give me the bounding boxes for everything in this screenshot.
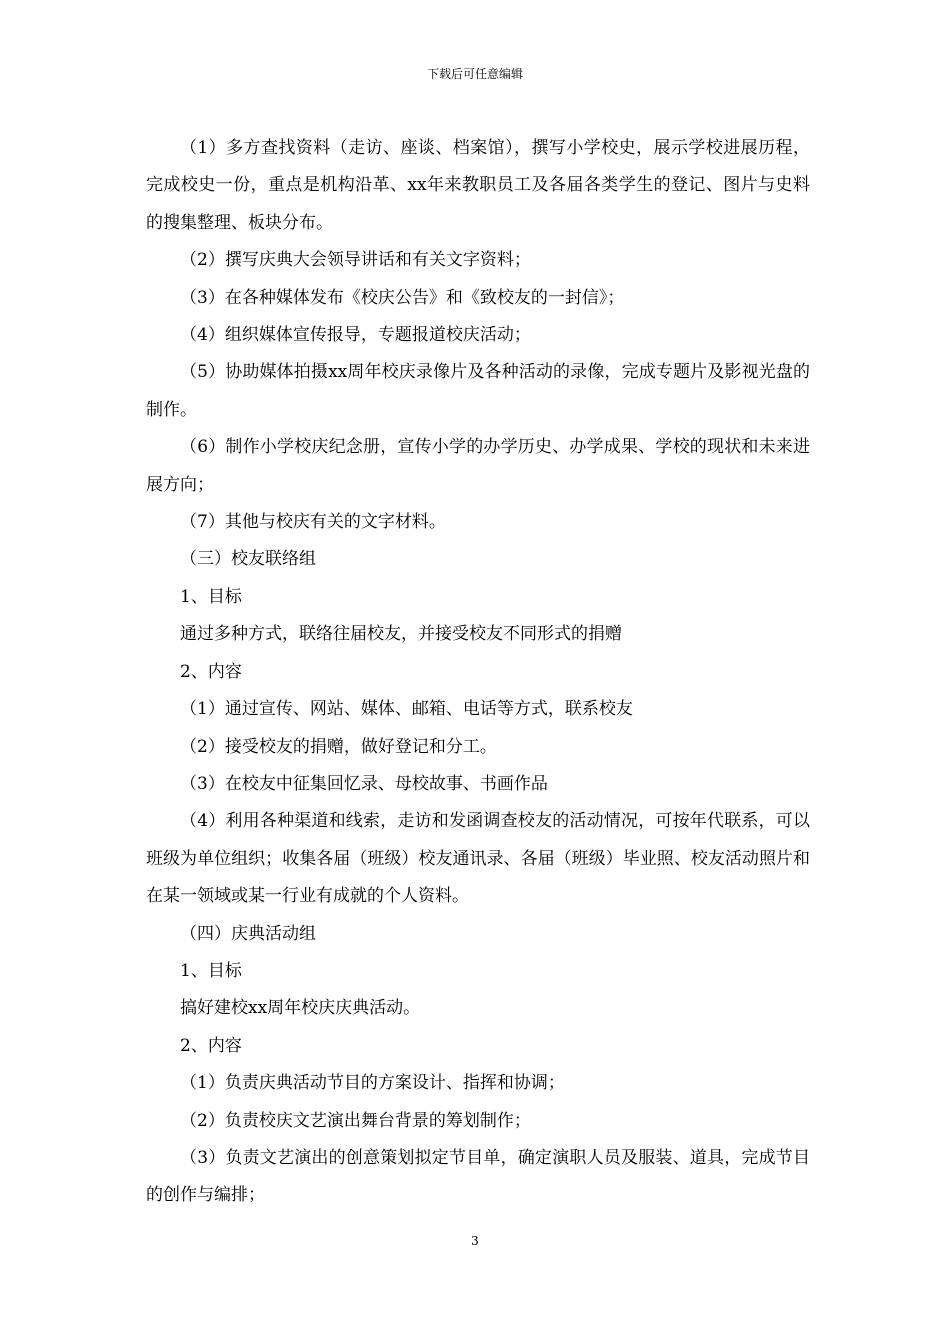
paragraph-13: （2）负责校庆文艺演出舞台背景的筹划制作； [180, 1110, 531, 1131]
subheading-content: 2、内容 [180, 661, 242, 682]
paragraph-2: （2）撰写庆典大会领导讲话和有关文字资料； [180, 250, 531, 271]
paragraph-5: （5）协助媒体拍摄xx周年校庆录像片及各种活动的录像，完成专题片及影视光盘的制作。 [146, 362, 810, 420]
paragraph-8: （1）通过宣传、网站、媒体、邮箱、电话等方式，联系校友 [180, 699, 633, 720]
paragraph-10: （3）在校友中征集回忆录、母校故事、书画作品 [180, 773, 548, 794]
paragraph-goal-text-2: 搞好建校xx周年校庆庆典活动。 [180, 998, 421, 1019]
paragraph-9: （2）接受校友的捐赠，做好登记和分工。 [180, 736, 497, 757]
subheading-goal: 1、目标 [180, 586, 242, 607]
paragraph-11: （4）利用各种渠道和线索，走访和发函调查校友的活动情况，可按年代联系，可以班级为单位组织；收集各届（班级）校友通讯录、各届（班级）毕业照、校友活动照片和在某一领域或某一行业有成就的个人资料。 [146, 811, 810, 907]
subheading-goal-2: 1、目标 [180, 960, 242, 981]
page-header: 下载后可任意编辑 [426, 67, 523, 81]
subheading-content-2: 2、内容 [180, 1035, 242, 1056]
section-heading-4: （四）庆典活动组 [180, 923, 316, 944]
paragraph-1: （1）多方查找资料（走访、座谈、档案馆），撰写小学校史，展示学校进展历程，完成校史一份，重点是机构沿革、xx年来教职员工及各届各类学生的登记、图片与史料的搜集整理、板块分布。 [146, 138, 810, 233]
section-heading-3: （三）校友联络组 [180, 549, 316, 570]
paragraph-4: （4）组织媒体宣传报导，专题报道校庆活动； [180, 325, 531, 346]
paragraph-12: （1）负责庆典活动节目的方案设计、指挥和协调； [180, 1073, 565, 1094]
paragraph-goal-text: 通过多种方式，联络往届校友，并接受校友不同形式的捐赠 [180, 624, 622, 645]
paragraph-14: （3）负责文艺演出的创意策划拟定节目单，确定演职人员及服装、道具，完成节目的创作与编排； [146, 1147, 810, 1206]
paragraph-3: （3）在各种媒体发布《校庆公告》和《致校友的一封信》； [180, 287, 625, 308]
paragraph-7: （7）其他与校庆有关的文字材料。 [180, 512, 446, 533]
document-body [146, 130, 810, 1215]
paragraph-6: （6）制作小学校庆纪念册，宣传小学的办学历史、办学成果、学校的现状和未来进展方向； [146, 437, 810, 495]
page-number: 3 [471, 1234, 479, 1248]
